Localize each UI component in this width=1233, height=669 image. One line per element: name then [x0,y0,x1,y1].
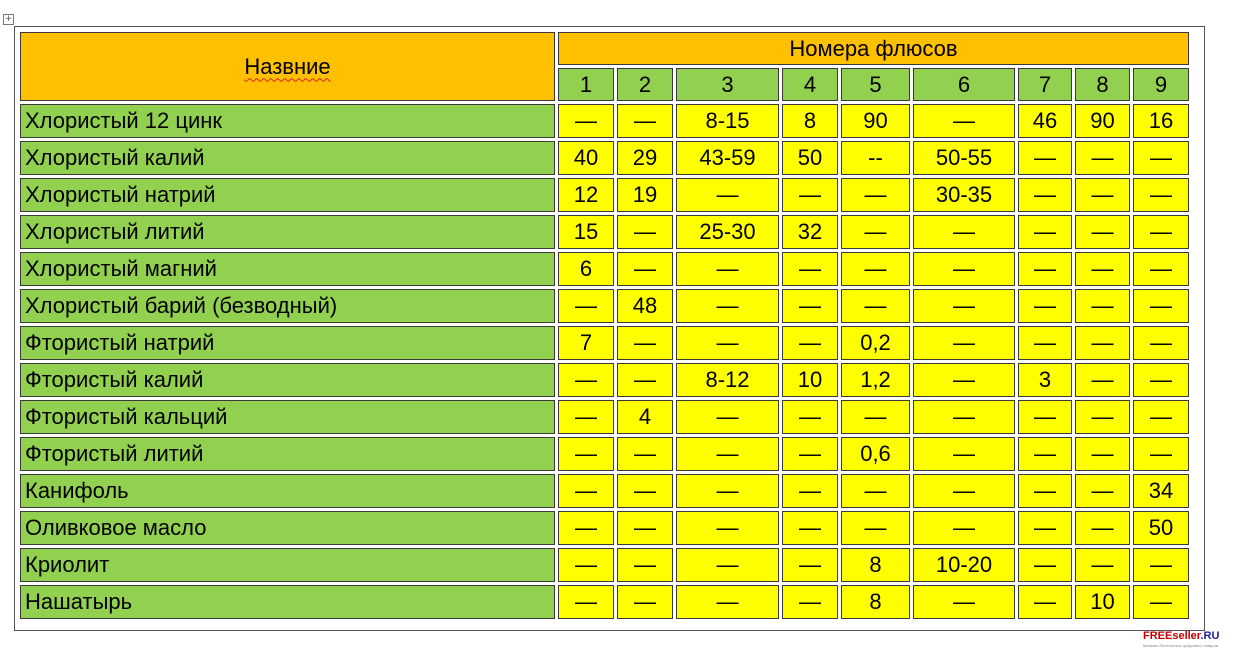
table-cell: — [617,585,673,619]
table-cell: 8-12 [676,363,779,397]
substance-name: Фтористый калий [20,363,555,397]
table-cell: — [558,363,614,397]
table-cell: 6 [558,252,614,286]
table-cell: — [1018,141,1072,175]
table-cell: 50 [1133,511,1189,545]
table-cell: — [676,252,779,286]
substance-name: Нашатырь [20,585,555,619]
table-cell: 43-59 [676,141,779,175]
substance-name: Хлористый 12 цинк [20,104,555,138]
table-cell: — [1018,585,1072,619]
table-cell: — [1018,548,1072,582]
table-cell: — [913,363,1015,397]
table-row [20,437,1189,471]
table-row [20,178,1189,212]
table-cell: — [676,437,779,471]
table-cell: — [1075,437,1130,471]
table-cell: — [1133,585,1189,619]
table-cell: — [617,252,673,286]
table-cell: — [1075,252,1130,286]
table-cell: 19 [617,178,673,212]
table-cell: 29 [617,141,673,175]
table-cell: 32 [782,215,838,249]
flux-table [17,29,1192,622]
table-cell: — [782,511,838,545]
table-cell: — [1018,252,1072,286]
table-cell: — [782,178,838,212]
table-cell: — [782,326,838,360]
table-cell: — [676,511,779,545]
table-cell: — [558,289,614,323]
table-cell: — [1075,289,1130,323]
freeseller-logo: FREEseller.RU Магазин бесплатных цифровых товаров [1143,630,1220,648]
substance-name: Хлористый барий (безводный) [20,289,555,323]
table-row [20,548,1189,582]
table-cell: — [1018,511,1072,545]
table-cell: — [1018,178,1072,212]
table-cell: — [1075,178,1130,212]
flux-column-header: 6 [913,68,1015,101]
table-cell: — [1018,400,1072,434]
table-cell: — [676,474,779,508]
table-cell: 50 [782,141,838,175]
table-cell: — [1133,400,1189,434]
table-cell: — [913,252,1015,286]
table-cell: 40 [558,141,614,175]
table-cell: 15 [558,215,614,249]
table-cell: — [558,400,614,434]
table-move-handle-icon[interactable]: + [4,14,13,24]
table-cell: — [841,511,910,545]
table-cell: — [1133,178,1189,212]
table-cell: 8-15 [676,104,779,138]
table-cell: — [558,585,614,619]
table-cell: — [1075,363,1130,397]
table-cell: 3 [1018,363,1072,397]
table-cell: — [1133,215,1189,249]
table-cell: — [558,511,614,545]
table-cell: — [617,215,673,249]
table-cell: 4 [617,400,673,434]
table-row [20,400,1189,434]
substance-name: Хлористый магний [20,252,555,286]
table-cell: — [1075,141,1130,175]
table-cell: — [617,104,673,138]
table-cell: — [1133,252,1189,286]
table-cell: 10-20 [913,548,1015,582]
substance-name: Фтористый литий [20,437,555,471]
table-cell: 90 [841,104,910,138]
flux-column-header: 4 [782,68,838,101]
table-cell: — [1075,215,1130,249]
table-cell: 1,2 [841,363,910,397]
table-cell: — [782,474,838,508]
substance-name: Хлористый натрий [20,178,555,212]
table-cell: — [676,400,779,434]
table-cell: 7 [558,326,614,360]
table-cell: — [617,511,673,545]
table-cell: — [913,437,1015,471]
table-cell: — [913,326,1015,360]
table-row [20,104,1189,138]
table-cell: 30-35 [913,178,1015,212]
table-cell: 25-30 [676,215,779,249]
table-cell: — [1133,548,1189,582]
table-cell: — [1018,437,1072,471]
table-cell: — [1133,326,1189,360]
table-cell: — [676,585,779,619]
table-row [20,511,1189,545]
table-cell: — [841,215,910,249]
table-cell: — [782,437,838,471]
table-frame [14,26,1205,631]
table-cell: — [558,548,614,582]
table-cell: — [1133,363,1189,397]
substance-name: Канифоль [20,474,555,508]
table-cell: — [913,104,1015,138]
flux-column-header: 5 [841,68,910,101]
table-cell: — [841,178,910,212]
table-cell: 46 [1018,104,1072,138]
flux-column-header: 8 [1075,68,1130,101]
table-cell: — [676,178,779,212]
flux-numbers-header: Номера флюсов [558,32,1189,65]
name-column-header: Назвние [20,32,555,101]
table-row [20,252,1189,286]
table-cell: — [676,548,779,582]
table-cell: — [558,437,614,471]
table-row [20,363,1189,397]
table-cell: — [1133,141,1189,175]
table-row [20,326,1189,360]
table-cell: — [782,400,838,434]
substance-name: Криолит [20,548,555,582]
table-row [20,474,1189,508]
table-cell: 16 [1133,104,1189,138]
flux-column-header: 7 [1018,68,1072,101]
table-cell: — [841,474,910,508]
table-cell: — [782,252,838,286]
table-cell: 8 [782,104,838,138]
table-cell: — [841,400,910,434]
table-row [20,585,1189,619]
table-cell: — [1018,326,1072,360]
table-cell: 50-55 [913,141,1015,175]
table-cell: — [676,289,779,323]
table-cell: 8 [841,548,910,582]
table-cell: — [1075,326,1130,360]
table-cell: 48 [617,289,673,323]
table-cell: — [617,326,673,360]
table-cell: 0,6 [841,437,910,471]
table-row [20,215,1189,249]
substance-name: Оливковое масло [20,511,555,545]
table-cell: — [1075,474,1130,508]
table-cell: — [558,104,614,138]
table-cell: — [913,474,1015,508]
table-cell: — [617,437,673,471]
flux-column-header: 2 [617,68,673,101]
flux-column-header: 9 [1133,68,1189,101]
substance-name: Хлористый калий [20,141,555,175]
table-cell: — [617,474,673,508]
table-cell: — [676,326,779,360]
table-cell: 90 [1075,104,1130,138]
table-cell: — [617,363,673,397]
table-cell: — [617,548,673,582]
table-cell: — [913,585,1015,619]
substance-name: Хлористый литий [20,215,555,249]
table-cell: — [782,548,838,582]
table-cell: — [1075,400,1130,434]
table-cell: — [913,215,1015,249]
table-cell: — [1133,289,1189,323]
table-row [20,289,1189,323]
table-cell: — [1075,548,1130,582]
table-cell: 8 [841,585,910,619]
table-cell: — [1018,474,1072,508]
table-cell: 10 [782,363,838,397]
table-cell: 12 [558,178,614,212]
table-row [20,141,1189,175]
table-cell: -- [841,141,910,175]
flux-column-header: 1 [558,68,614,101]
table-cell: — [841,252,910,286]
table-cell: 0,2 [841,326,910,360]
table-cell: — [1133,437,1189,471]
table-cell: — [913,511,1015,545]
flux-column-header: 3 [676,68,779,101]
substance-name: Фтористый натрий [20,326,555,360]
table-cell: — [1075,511,1130,545]
table-cell: — [841,289,910,323]
table-cell: 34 [1133,474,1189,508]
table-cell: — [1018,289,1072,323]
table-cell: — [558,474,614,508]
table-cell: — [1018,215,1072,249]
table-cell: — [913,289,1015,323]
table-cell: — [782,289,838,323]
substance-name: Фтористый кальций [20,400,555,434]
table-cell: — [782,585,838,619]
table-cell: 10 [1075,585,1130,619]
table-cell: — [913,400,1015,434]
